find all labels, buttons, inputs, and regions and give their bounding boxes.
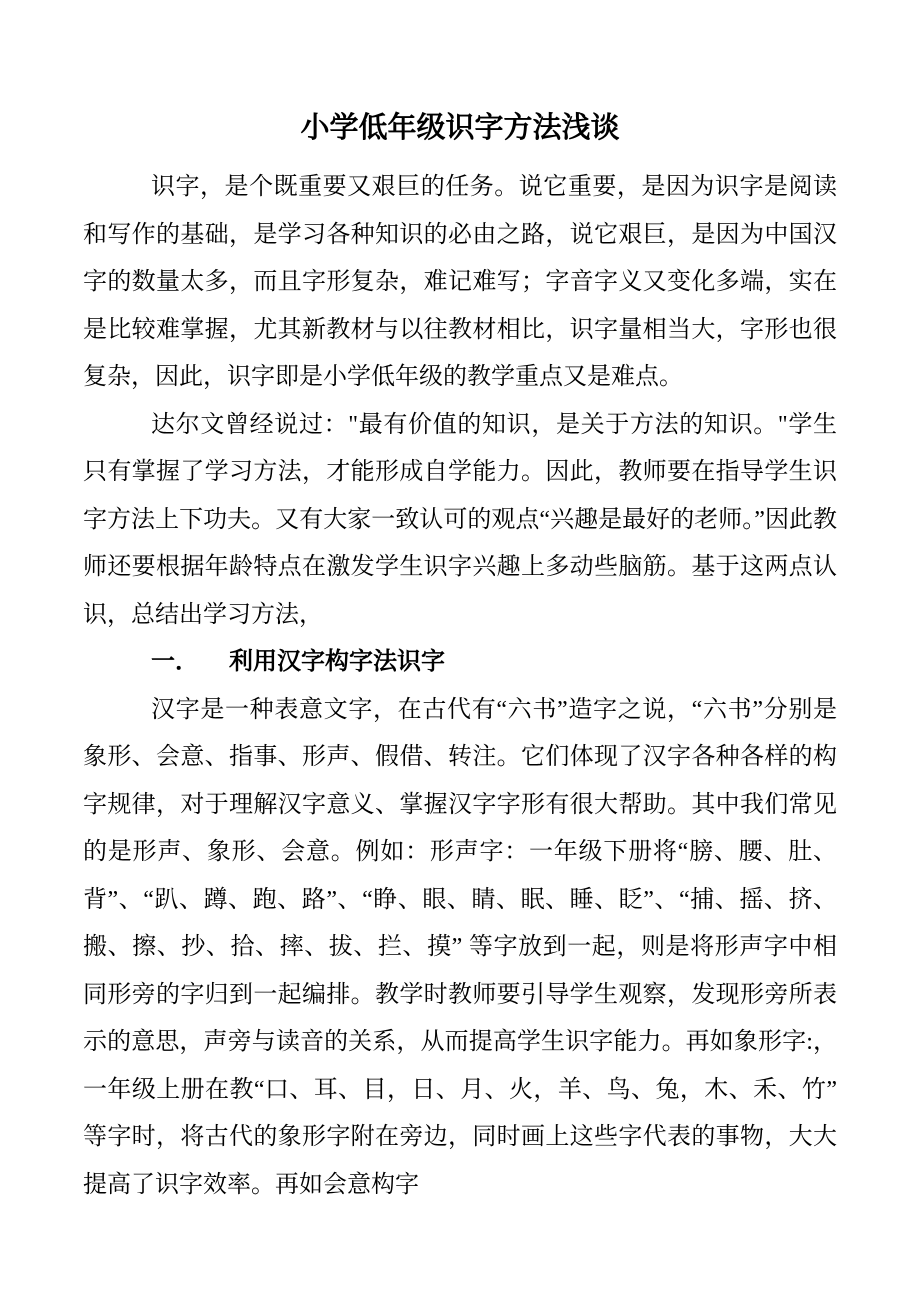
paragraph-character-formation-methods: 汉字是一种表意文字，在古代有“六书”造字之说，“六书”分别是象形、会意、指事、形声、假借、转注。它们体现了汉字各种各样的构字规律，对于理解汉字意义、掌握汉字字形有很大帮助。其中我们常见的是形声、象形、会意。例如：形声字：一年级下册将“膀、腰、肚、背”、“趴、蹲、跑、路”、“睁、眼、睛、眠、睡、眨”、“捕、摇、挤、搬、擦、抄、拾、摔、拔、拦、摸” 等字放到一起，则是将形声字中相同形旁的字归到一起编排。教学时教师要引导学生观察，发现形旁所表示的意思，声旁与读音的关系，从而提高学生识字能力。再如象形字:，一年级上册在教“口、耳、目，日、月、火，羊、鸟、兔，木、禾、竹”等字时，将古代的象形字附在旁边，同时画上这些字代表的事物，大大提高了识字效率。再如会意构字 [83, 696, 837, 1198]
section-heading-text: 利用汉字构字法识字 [229, 649, 445, 675]
section-number: 一． [151, 649, 199, 675]
section-heading-1 [83, 639, 837, 687]
paragraph-importance-of-literacy: 识字，是个既重要又艰巨的任务。说它重要，是因为识字是阅读和写作的基础，是学习各种知识的必由之路，说它艰巨，是因为中国汉字的数量太多，而且字形复杂，难记难写；字音字义又变化多端，实在是比较难掌握，尤其新教材与以往教材相比，识字量相当大，字形也很复杂，因此，识字即是小学低年级的教学重点又是难点。 [83, 174, 837, 390]
paragraph-darwin-quote-methods: 达尔文曾经说过："最有价值的知识，是关于方法的知识。"学生只有掌握了学习方法，才能形成自学能力。因此，教师要在指导学生识字方法上下功夫。又有大家一致认可的观点“兴趣是最好的老师。”因此教师还要根据年龄特点在激发学生识字兴趣上多动些脑筋。基于这两点认识，总结出学习方法， [83, 411, 837, 628]
document-title: 小学低年级识字方法浅谈 [300, 112, 620, 144]
